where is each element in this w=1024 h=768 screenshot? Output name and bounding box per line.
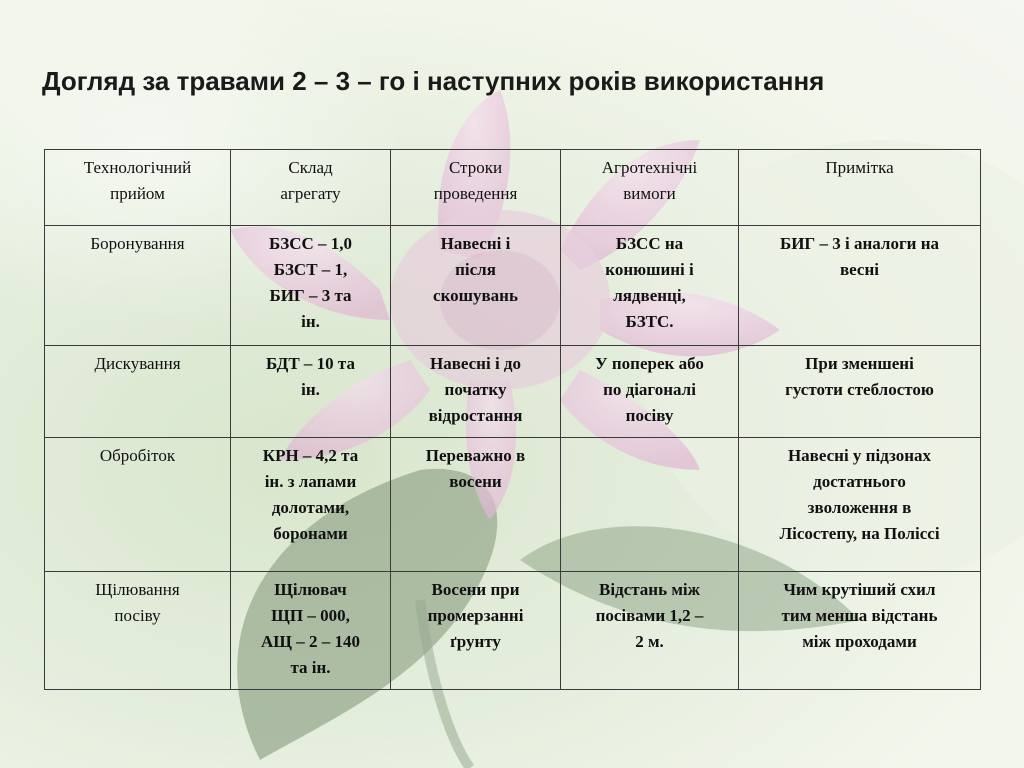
cell-text-line: Навесні і [440,234,511,253]
slide-title: Догляд за травами 2 – 3 – го і наступних років використання [42,66,825,96]
cell-text-line: Відстань між [599,580,700,599]
cell-text-line: КРН – 4,2 та [262,446,359,465]
cell-timing [391,226,561,346]
cell-technology-step [45,226,231,346]
cell-text-line: Чим крутіший схил [783,580,936,599]
cell-text-line: Щілювання [95,580,180,599]
cell-text-line: лядвенці, [613,286,686,305]
cell-text-line: вимоги [623,184,676,203]
cell-text-line: та ін. [290,658,331,677]
cell-text-line: ін. з лапами [264,472,357,491]
cell-timing [391,346,561,438]
cell-text-line: БЗСС – 1,0 [268,234,353,253]
cell-text-line: Навесні у підзонах [787,446,932,465]
cell-technology-step [45,150,231,226]
cell-text-line: У поперек або [595,354,704,373]
cell-text-line: після [455,260,496,279]
cell-text-line: Склад [288,158,333,177]
cell-text-line: ґрунту [450,632,501,651]
cell-text-line: Обробіток [99,446,176,465]
cell-text-line: посіву [114,606,161,625]
cell-text-line: 2 м. [635,632,664,651]
cell-note [739,346,981,438]
cell-note [739,226,981,346]
cell-text-line: БЗТС. [625,312,674,331]
cell-text-line: конюшині і [605,260,694,279]
cell-text-line: Навесні і до [429,354,522,373]
cell-agro-requirements [561,150,739,226]
cell-unit-composition [231,150,391,226]
cell-text-line: між проходами [802,632,917,651]
cell-text-line: промерзанні [427,606,524,625]
cell-text-line: долотами, [271,498,350,517]
cell-text-line: агрегату [280,184,341,203]
cell-technology-step [45,572,231,690]
cell-agro-requirements [561,438,739,572]
cell-technology-step [45,438,231,572]
cell-text-line: скошувань [433,286,518,305]
cell-text-line: посівами 1,2 – [595,606,704,625]
table-row [45,572,981,690]
cell-unit-composition [231,226,391,346]
cell-text-line: Технологічний [83,158,192,177]
cell-text-line: зволоження в [807,498,912,517]
cell-text-line: по діагоналі [603,380,696,399]
care-table [44,149,981,690]
table-row [45,226,981,346]
cell-text-line: Боронування [90,234,185,253]
cell-agro-requirements [561,572,739,690]
cell-text-line: При зменшені [805,354,914,373]
cell-note [739,150,981,226]
cell-text-line: БИГ – 3 і аналоги на [779,234,940,253]
cell-text-line: Агротехнічні [601,158,698,177]
cell-text-line: достатнього [813,472,906,491]
table-row [45,346,981,438]
cell-text-line: боронами [273,524,348,543]
cell-unit-composition [231,572,391,690]
cell-timing [391,150,561,226]
cell-text-line: весні [840,260,879,279]
cell-text-line: БДТ – 10 та [266,354,355,373]
cell-text-line: посіву [625,406,674,425]
cell-text-line: прийом [110,184,165,203]
cell-text-line: Дискування [94,354,181,373]
cell-agro-requirements [561,226,739,346]
cell-text-line: тим менша відстань [781,606,938,625]
table-header-row [45,150,981,226]
cell-text-line: відростання [428,406,523,425]
cell-text-line: ін. [301,312,320,331]
cell-text-line: Примітка [825,158,894,177]
cell-unit-composition [231,438,391,572]
cell-text-line: Щілювач [274,580,347,599]
cell-unit-composition [231,346,391,438]
cell-text-line: БИГ – 3 та [269,286,352,305]
cell-text-line: БЗСС на [615,234,684,253]
cell-text-line: Восени при [431,580,520,599]
cell-text-line: Строки [448,158,503,177]
cell-text-line: ін. [301,380,320,399]
cell-text-line: Лісостепу, на Поліссі [779,524,940,543]
cell-text-line: БЗСТ – 1, [273,260,348,279]
cell-text-line: проведення [433,184,518,203]
cell-text-line: початку [444,380,507,399]
cell-technology-step [45,346,231,438]
cell-text-line: ЩП – 000, [271,606,350,625]
cell-timing [391,438,561,572]
table-row [45,438,981,572]
cell-agro-requirements [561,346,739,438]
cell-timing [391,572,561,690]
cell-text-line: густоти стеблостою [785,380,934,399]
cell-text-line: восени [449,472,502,491]
cell-text-line: Переважно в [425,446,526,465]
cell-note [739,438,981,572]
cell-note [739,572,981,690]
cell-text-line: АЩ – 2 – 140 [261,632,360,651]
